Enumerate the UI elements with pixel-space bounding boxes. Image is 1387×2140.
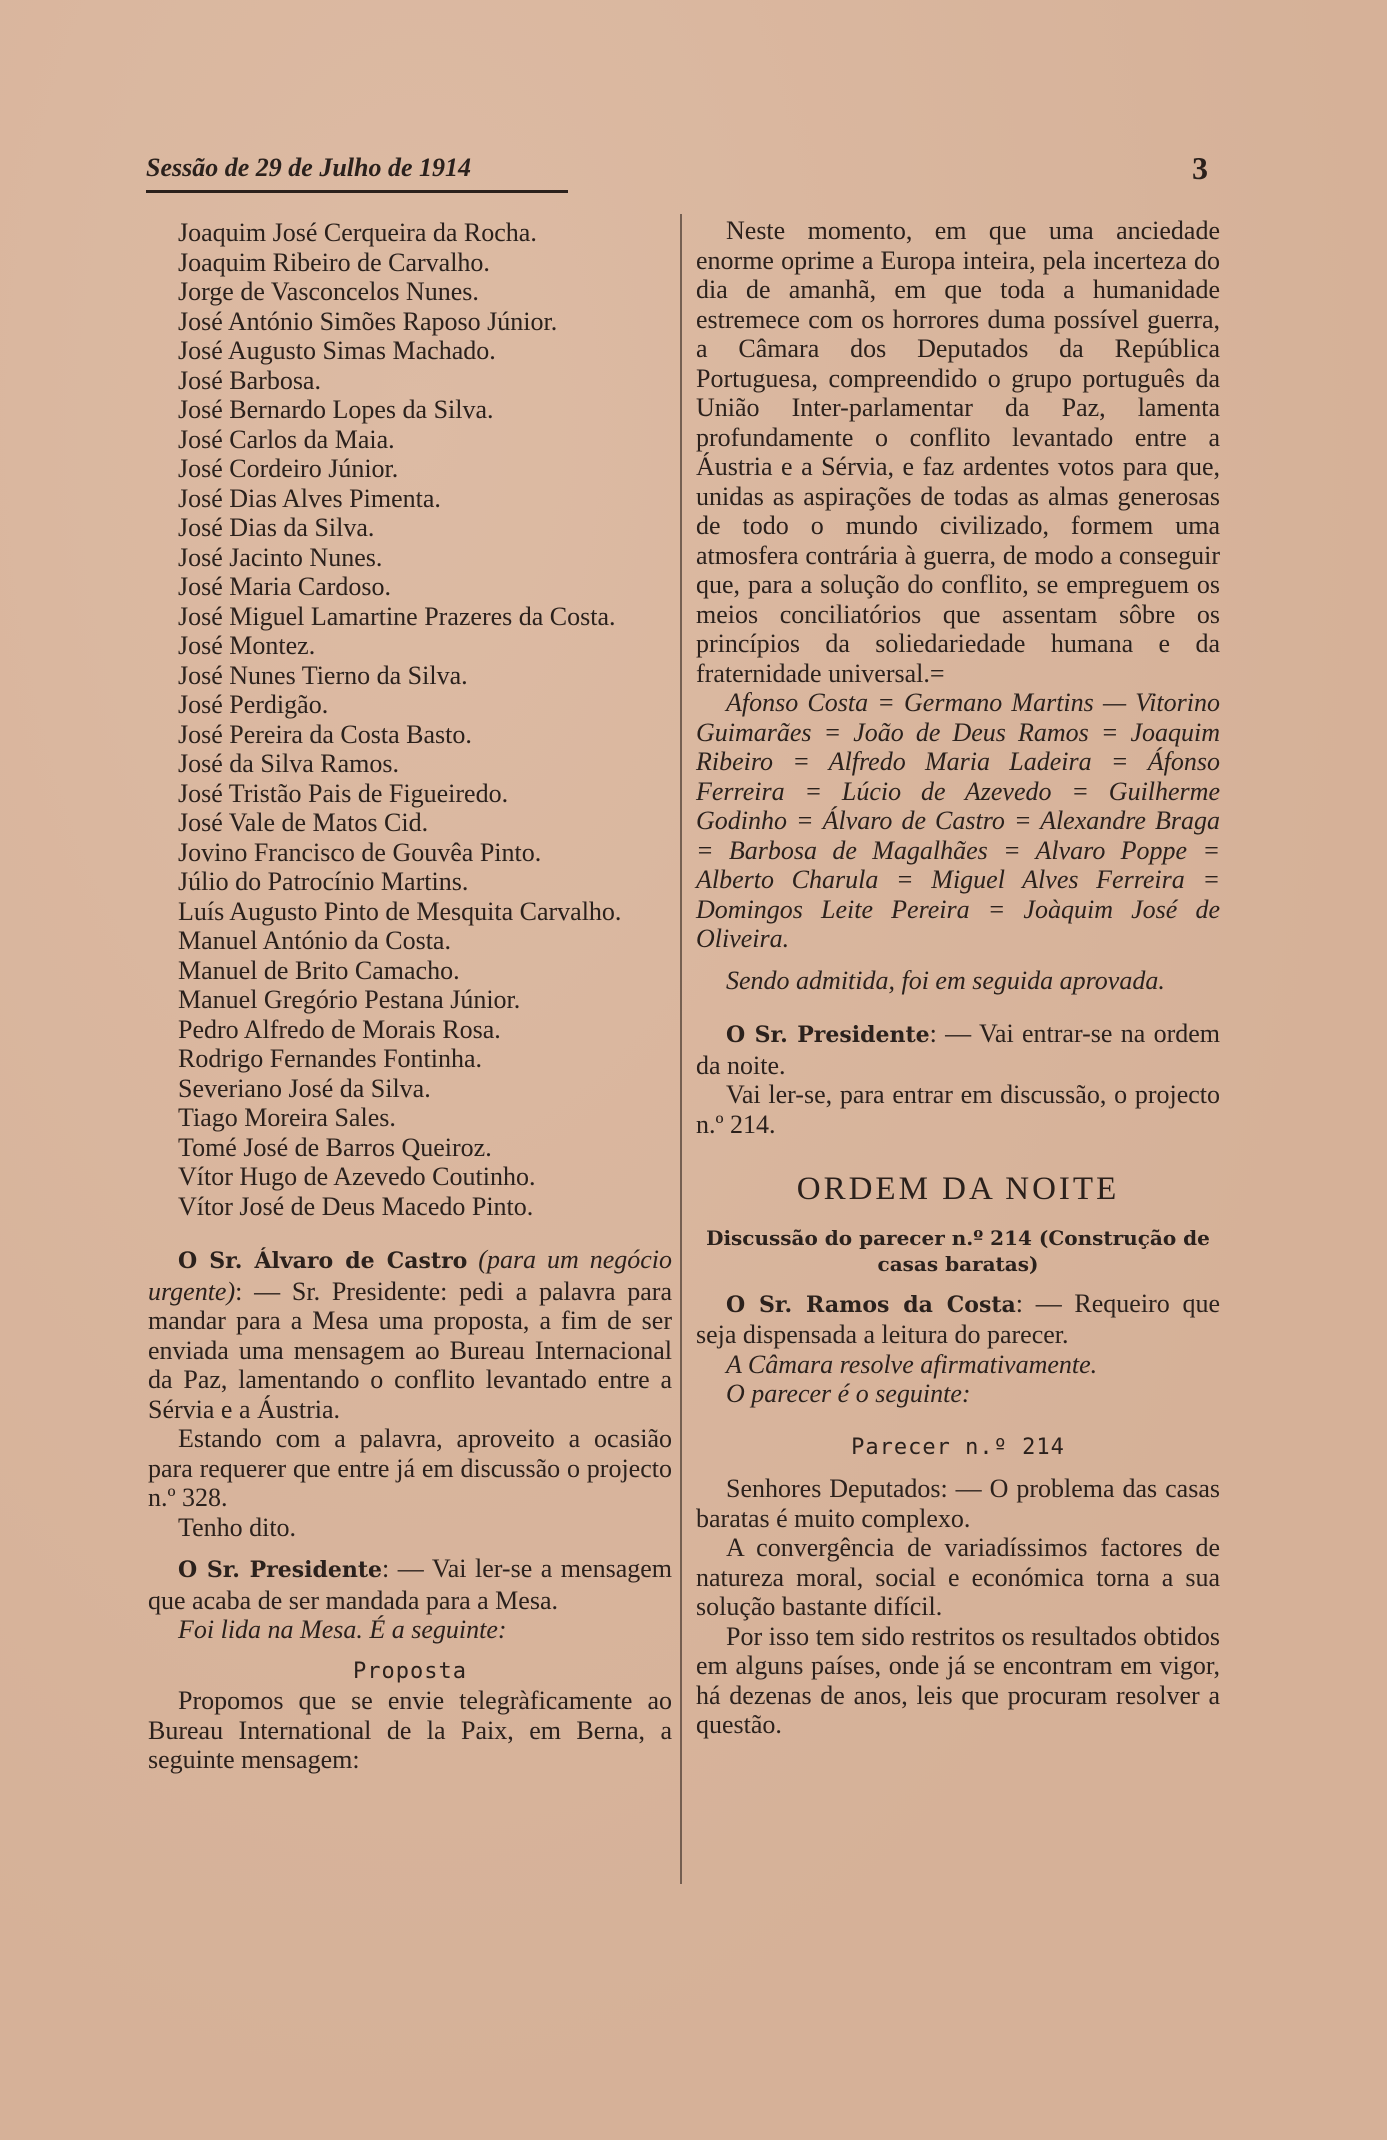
speaker-name: O Sr. Presidente bbox=[178, 1557, 383, 1583]
deputy-name: Pedro Alfredo de Morais Rosa. bbox=[178, 1014, 501, 1044]
signatories: Afonso Costa = Germano Martins — Vitorino Guimarães = João de Deus Ramos = Joaquim Ribeiro = Alfredo Maria Ladeira = Áfonso Ferreira = Lúcio de Azevedo = Guilherme Godinho = Álvaro de Castro = Alexandre Braga = Barbosa de Magalhães = Alvaro Poppe = Alberto Charula = Miguel Alves Ferreira = Domingos Leite Pereira = Joàquim José de Oliveira. bbox=[696, 688, 1220, 953]
deputy-name: Vítor Hugo de Azevedo Coutinho. bbox=[178, 1162, 536, 1191]
deputy-name: José Dias Alves Pimenta. bbox=[178, 483, 441, 513]
read-note: Foi lida na Mesa. É a seguinte: bbox=[178, 1615, 507, 1644]
deputy-name: José Carlos da Maia. bbox=[178, 424, 395, 454]
right-column bbox=[696, 216, 1220, 1740]
deputy-name: Manuel Gregório Pestana Júnior. bbox=[178, 985, 521, 1014]
parecer-note: O parecer é o seguinte: bbox=[726, 1379, 971, 1408]
president-paragraph-2: Vai ler-se, para entrar em discussão, o projecto n.º 214. bbox=[696, 1080, 1220, 1139]
parecer-paragraph-1: Senhores Deputados: — O problema das casas baratas é muito complexo. bbox=[696, 1474, 1220, 1533]
deputy-name: José Nunes Tierno da Silva. bbox=[178, 660, 468, 690]
deputy-name: José António Simões Raposo Júnior. bbox=[178, 306, 558, 336]
deputy-name: José Bernardo Lopes da Silva. bbox=[178, 395, 494, 424]
deputy-name: José Montez. bbox=[178, 631, 316, 660]
castro-paragraph-2: Estando com a palavra, aproveito a ocasião para requerer que entre já em discussão o projecto n.º 328. bbox=[148, 1424, 672, 1512]
section-title: ORDEM DA NOITE bbox=[796, 1171, 1120, 1207]
castro-paragraph-3: Tenho dito. bbox=[178, 1512, 297, 1542]
deputy-name: Luís Augusto Pinto de Mesquita Carvalho. bbox=[178, 896, 622, 926]
camara-note: A Câmara resolve afirmativamente. bbox=[726, 1349, 1098, 1379]
deputy-name: Manuel de Brito Camacho. bbox=[178, 955, 460, 985]
parecer-paragraph-2: A convergência de variadíssimos factores de natureza moral, social e económica torna a sua solução bastante difícil. bbox=[696, 1533, 1220, 1621]
speaker-name: O Sr. Álvaro de Castro bbox=[178, 1248, 468, 1274]
deputy-name: José Perdigão. bbox=[178, 690, 329, 719]
deputy-name: Joaquim Ribeiro de Carvalho. bbox=[178, 247, 490, 277]
castro-paragraph bbox=[148, 1245, 672, 1424]
deputy-name: José Cordeiro Júnior. bbox=[178, 454, 399, 483]
deputy-name: Tiago Moreira Sales. bbox=[178, 1103, 396, 1132]
speaker-name: O Sr. Presidente bbox=[726, 1022, 930, 1048]
deputy-name: Jovino Francisco de Gouvêa Pinto. bbox=[178, 837, 542, 867]
page-number: 3 bbox=[1192, 150, 1208, 186]
deputy-name: José Barbosa. bbox=[178, 365, 321, 395]
deputies-list bbox=[148, 218, 672, 1221]
deputy-name: José Jacinto Nunes. bbox=[178, 542, 383, 572]
deputy-name: José Augusto Simas Machado. bbox=[178, 336, 496, 365]
column-divider bbox=[680, 214, 682, 1884]
deputy-name: José Miguel Lamartine Prazeres da Costa. bbox=[178, 601, 616, 631]
message-text: Neste momento, em que uma anciedade enorme oprime a Europa inteira, pela incerteza do dia de amanhã, em que toda a humanidade estremece com os horrores duma possível guerra, a Câmara dos Deputados da República Portuguesa, compreendido o grupo português da União Inter-parlamentar da Paz, lamenta profundamente o conflito levantado entre a Áustria e a Sérvia, e faz ardentes votos para que, unidas as aspirações de todas as almas generosas de todo o mundo civilizado, formem uma atmosfera contrária à guerra, de modo a conseguir que, para a solução do conflito, se empreguem os meios conciliatórios que assentam sôbre os princípios da soliedariedade humana e da fraternidade universal.= bbox=[696, 216, 1220, 688]
left-column bbox=[148, 218, 672, 1775]
deputy-name: Joaquim José Cerqueira da Rocha. bbox=[178, 218, 537, 247]
deputy-name: Rodrigo Fernandes Fontinha. bbox=[178, 1044, 483, 1073]
deputy-name: José Maria Cardoso. bbox=[178, 572, 392, 601]
parecer-paragraph-3: Por isso tem sido restritos os resultados obtidos em alguns países, onde já se encontram em vigor, há dezenas de anos, leis que procuram resolver a questão. bbox=[696, 1621, 1220, 1739]
deputy-name: Vítor José de Deus Macedo Pinto. bbox=[178, 1191, 534, 1221]
speech-text: : — Requeiro que seja dispensada a leitura do parecer. bbox=[696, 1288, 1220, 1349]
deputy-name: José Pereira da Costa Basto. bbox=[178, 719, 472, 749]
speaker-aside: (para um negócio urgente) bbox=[148, 1245, 673, 1306]
president-paragraph bbox=[148, 1554, 672, 1615]
proposta-heading: Proposta bbox=[353, 1658, 467, 1684]
approved-note: Sendo admitida, foi em seguida aprovada. bbox=[726, 965, 1165, 995]
speech-text: : — Vai entrar-se na ordem da noite. bbox=[696, 1019, 1220, 1080]
deputy-name: José Dias da Silva. bbox=[178, 513, 375, 542]
deputy-name: Tomé José de Barros Queiroz. bbox=[178, 1132, 492, 1162]
header-rule bbox=[146, 190, 568, 193]
speech-text: : — Sr. Presidente: pedi a palavra para mandar para a Mesa uma proposta, a fim de ser enviada uma mensagem ao Bureau Internacional da Paz, lamentando o conflito levantado entre a Sérvia e a Áustria. bbox=[148, 1276, 672, 1424]
deputy-name: José Vale de Matos Cid. bbox=[178, 808, 429, 837]
speaker-name: O Sr. Ramos da Costa bbox=[726, 1291, 1016, 1318]
deputy-name: Jorge de Vasconcelos Nunes. bbox=[178, 277, 479, 306]
proposta-text: Propomos que se envie telegràficamente ao Bureau International de la Paix, em Berna, a seguinte mensagem: bbox=[148, 1686, 672, 1774]
president-paragraph bbox=[696, 1019, 1220, 1080]
parecer-heading: Parecer n.º 214 bbox=[851, 1434, 1065, 1460]
deputy-name: Severiano José da Silva. bbox=[178, 1073, 431, 1103]
speech-text: : — Vai ler-se a mensagem que acaba de ser mandada para a Mesa. bbox=[148, 1554, 672, 1615]
deputy-name: José Tristão Pais de Figueiredo. bbox=[178, 778, 509, 808]
deputy-name: Júlio do Patrocínio Martins. bbox=[178, 867, 469, 896]
discussion-heading: Discussão do parecer n.º 214 (Construção de casas baratas) bbox=[706, 1225, 1210, 1276]
running-header: Sessão de 29 de Julho de 1914 bbox=[146, 153, 471, 182]
deputy-name: José da Silva Ramos. bbox=[178, 749, 399, 778]
ramos-paragraph bbox=[696, 1289, 1220, 1350]
deputy-name: Manuel António da Costa. bbox=[178, 926, 451, 955]
